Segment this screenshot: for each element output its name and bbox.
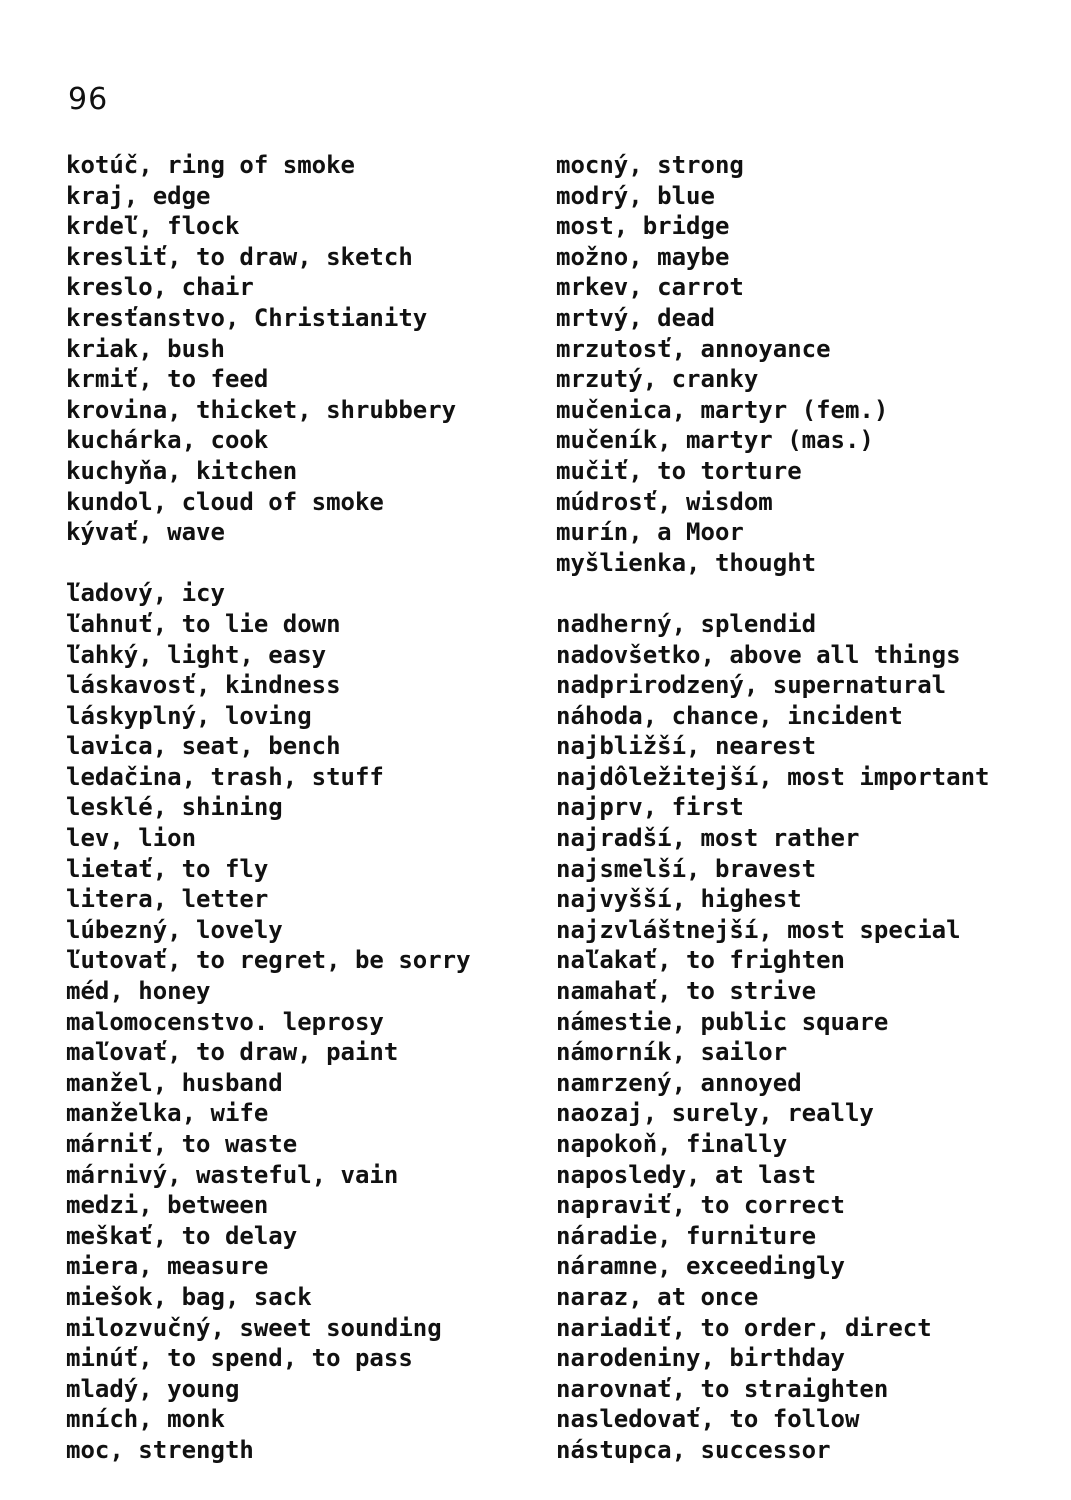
glossary-entry: najprv, first — [556, 793, 744, 822]
glossary-entry: malomocenstvo. leprosy — [66, 1007, 384, 1036]
glossary-entry: námorník, sailor — [556, 1038, 788, 1067]
glossary-entry: lietať, to fly — [66, 854, 269, 883]
glossary-entry: kuchárka, cook — [66, 426, 269, 455]
page-number: 96 — [68, 82, 109, 117]
glossary-entry: nadherný, splendid — [556, 609, 817, 638]
glossary-entry: možno, maybe — [556, 242, 730, 271]
glossary-entry: nadprirodzený, supernatural — [556, 671, 947, 700]
glossary-entry: lavica, seat, bench — [66, 732, 341, 761]
glossary-entry: nasledovať, to follow — [556, 1405, 860, 1434]
glossary-entry: kresliť, to draw, sketch — [66, 242, 413, 271]
glossary-entry: naľakať, to frighten — [556, 946, 845, 975]
glossary-entry: kraj, edge — [66, 181, 211, 210]
glossary-entry: kresťanstvo, Christianity — [66, 303, 428, 332]
glossary-entry: márnivý, wasteful, vain — [66, 1160, 399, 1189]
glossary-entry: múdrosť, wisdom — [556, 487, 773, 516]
glossary-entry: mučeník, martyr (mas.) — [556, 426, 874, 455]
glossary-entry: mučiť, to torture — [556, 456, 802, 485]
right-column — [556, 150, 1056, 1466]
glossary-entry: krovina, thicket, shrubbery — [66, 395, 457, 424]
glossary-entry: náradie, furniture — [556, 1221, 817, 1250]
glossary-entry: kotúč, ring of smoke — [66, 151, 355, 179]
glossary-entry: krmiť, to feed — [66, 365, 269, 394]
glossary-entry: narodeniny, birthday — [556, 1344, 845, 1373]
glossary-entry: kriak, bush — [66, 334, 225, 363]
glossary-entry: kundol, cloud of smoke — [66, 487, 384, 516]
glossary-entry: najradší, most rather — [556, 824, 860, 853]
glossary-entry: namrzený, annoyed — [556, 1068, 802, 1097]
glossary-entry: náramne, exceedingly — [556, 1252, 845, 1281]
glossary-entry: miera, measure — [66, 1252, 269, 1281]
glossary-entry: medzi, between — [66, 1191, 269, 1220]
glossary-entry: lesklé, shining — [66, 793, 283, 822]
glossary-entry: méd, honey — [66, 977, 211, 1006]
glossary-entry: ľadový, icy — [66, 579, 225, 608]
glossary-entry: kuchyňa, kitchen — [66, 456, 298, 485]
glossary-entry: najzvláštnejší, most special — [556, 915, 961, 944]
glossary-entry: milozvučný, sweet sounding — [66, 1313, 442, 1342]
glossary-entry: najvyšší, highest — [556, 885, 802, 914]
glossary-entry: mrtvý, dead — [556, 303, 715, 332]
glossary-entry: mrzutosť, annoyance — [556, 334, 831, 363]
glossary-entry: mních, monk — [66, 1405, 225, 1434]
glossary-entry: murín, a Moor — [556, 518, 744, 547]
glossary-entry: kývať, wave — [66, 518, 225, 547]
glossary-entry: manžel, husband — [66, 1068, 283, 1097]
glossary-entry: maľovať, to draw, paint — [66, 1038, 399, 1067]
glossary-entry: márniť, to waste — [66, 1130, 298, 1158]
glossary-entry: láskyplný, loving — [66, 701, 312, 730]
glossary-entry: najsmelší, bravest — [556, 854, 817, 883]
glossary-entry: krdeľ, flock — [66, 212, 240, 241]
glossary-entry: manželka, wife — [66, 1099, 269, 1128]
glossary-entry: ľutovať, to regret, be sorry — [66, 946, 471, 975]
section-gap — [556, 578, 1056, 609]
glossary-entry: ľahnuť, to lie down — [66, 609, 341, 638]
glossary-entry: mrkev, carrot — [556, 273, 744, 302]
glossary-entry: náhoda, chance, incident — [556, 701, 903, 730]
glossary-entry: láskavosť, kindness — [66, 671, 341, 700]
glossary-entry: námestie, public square — [556, 1007, 889, 1036]
glossary-entry: lúbezný, lovely — [66, 915, 283, 944]
glossary-entry: ledačina, trash, stuff — [66, 762, 384, 791]
glossary-entry: miešok, bag, sack — [66, 1282, 312, 1311]
glossary-entry: mučenica, martyr (fem.) — [556, 395, 889, 424]
glossary-entry: napraviť, to correct — [556, 1191, 845, 1220]
glossary-entry: litera, letter — [66, 885, 269, 914]
glossary-entry: naraz, at once — [556, 1282, 759, 1311]
glossary-entry: mladý, young — [66, 1374, 240, 1403]
glossary-entry: moc, strength — [66, 1435, 254, 1464]
glossary-entry: myšlienka, thought — [556, 548, 817, 577]
glossary-entry: ľahký, light, easy — [66, 640, 327, 669]
glossary-entry: nástupca, successor — [556, 1435, 831, 1464]
section-gap — [66, 548, 536, 579]
glossary-entry: modrý, blue — [556, 181, 715, 210]
glossary-entry: mocný, strong — [556, 151, 744, 179]
glossary-entry: nadovšetko, above all things — [556, 640, 961, 669]
glossary-entry: najdôležitejší, most important — [556, 762, 990, 791]
glossary-entry: narovnať, to straighten — [556, 1374, 889, 1403]
glossary-entry: namahať, to strive — [556, 977, 817, 1006]
glossary-entry: naposledy, at last — [556, 1160, 817, 1189]
glossary-entry: najbližší, nearest — [556, 732, 817, 761]
glossary-entry: most, bridge — [556, 212, 730, 241]
glossary-entry: napokoň, finally — [556, 1130, 788, 1158]
left-column — [66, 150, 536, 1466]
glossary-entry: kreslo, chair — [66, 273, 254, 302]
glossary-entry: minúť, to spend, to pass — [66, 1344, 413, 1373]
glossary-entry: nariadiť, to order, direct — [556, 1313, 932, 1342]
glossary-entry: lev, lion — [66, 824, 197, 853]
glossary-entry: naozaj, surely, really — [556, 1099, 874, 1128]
glossary-entry: meškať, to delay — [66, 1221, 298, 1250]
glossary-entry: mrzutý, cranky — [556, 365, 759, 394]
